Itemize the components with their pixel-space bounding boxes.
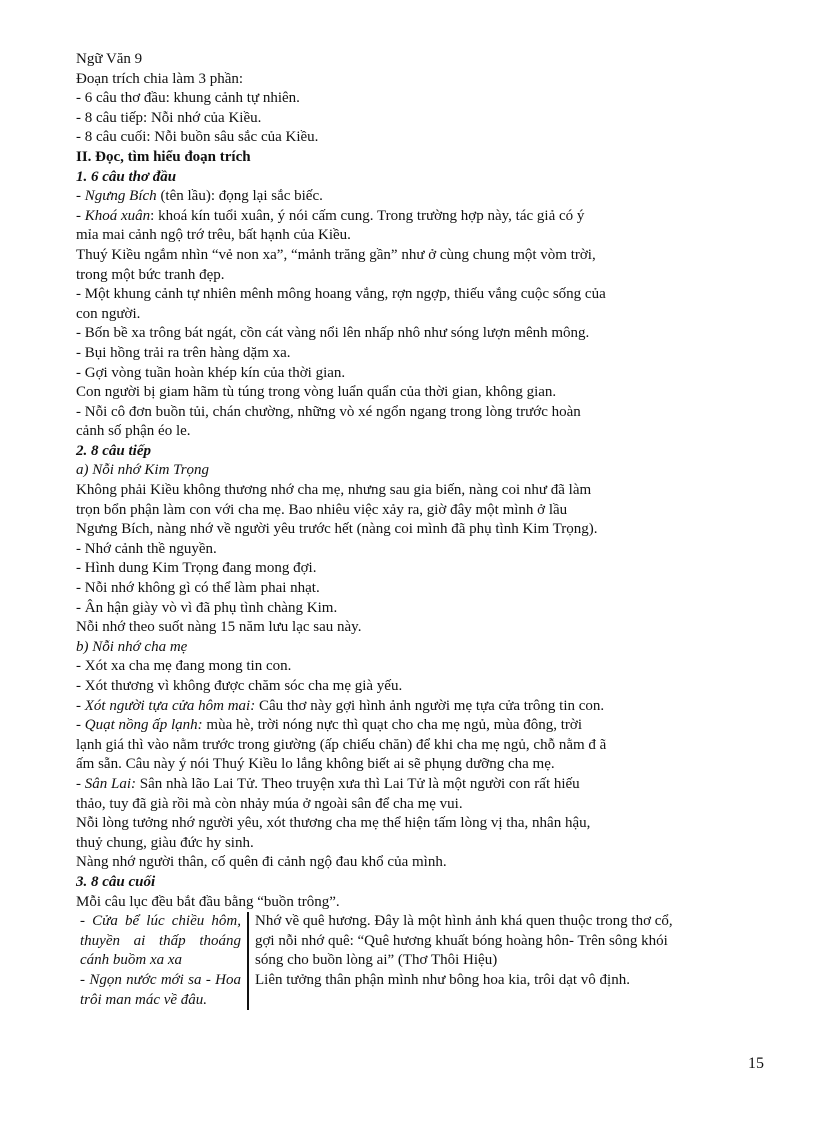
sub-heading: a) Nỗi nhớ Kim Trọng xyxy=(76,462,210,479)
paragraph: - Nhớ cảnh thề nguyền. xyxy=(76,540,217,557)
paragraph xyxy=(76,716,676,736)
paragraph: - Khoá xuân: khoá kín tuổi xuân, ý nói cấm cung. Trong trường hợp này, tác giả có ý xyxy=(76,207,585,224)
paragraph: - Ngưng Bích (tên lầu): đọng lại sắc biếc. xyxy=(76,188,323,205)
paragraph: cảnh số phận éo le. xyxy=(76,423,191,440)
paragraph: thuỷ chung, giàu đức hy sinh. xyxy=(76,834,254,851)
poem-analysis-table xyxy=(80,912,676,1010)
subsection-heading: 2. 8 câu tiếp xyxy=(76,442,151,459)
verse-cell: - Cửa bể lúc chiều hôm, thuyền ai thấp thoáng cánh buồm xa xa xyxy=(80,912,248,971)
table-row xyxy=(80,971,676,1010)
paragraph: - Nỗi nhớ không gì có thể làm phai nhạt. xyxy=(76,580,320,597)
paragraph: trọn bổn phận làm con với cha mẹ. Bao nhiêu việc xảy ra, giờ đây một mình ở lầu xyxy=(76,501,568,518)
paragraph xyxy=(76,775,676,795)
paragraph: Nàng nhớ người thân, cố quên đi cảnh ngộ đau khổ của mình. xyxy=(76,854,447,871)
paragraph: - Một khung cảnh tự nhiên mênh mông hoang vắng, rợn ngợp, thiếu vắng cuộc sống của xyxy=(76,286,606,303)
subsection-heading: 3. 8 câu cuối xyxy=(76,873,156,890)
paragraph: con người. xyxy=(76,305,141,322)
paragraph xyxy=(76,697,676,717)
structure-part: - 8 câu cuối: Nỗi buồn sâu sắc của Kiều. xyxy=(76,129,319,146)
paragraph: Nỗi lòng tưởng nhớ người yêu, xót thương cha mẹ thể hiện tấm lòng vị tha, nhân hậu, xyxy=(76,815,591,832)
paragraph: - Hình dung Kim Trọng đang mong đợi. xyxy=(76,560,317,577)
term-text: mùa hè, trời nóng nực thì quạt cho cha mẹ ngủ, mùa đông, trời xyxy=(202,717,583,734)
paragraph: Không phải Kiều không thương nhớ cha mẹ, nhưng sau gia biến, nàng coi như đã làm xyxy=(76,482,592,499)
term: - Xót người tựa cửa hôm mai: xyxy=(76,697,256,714)
paragraph: trong một bức tranh đẹp. xyxy=(76,266,225,283)
paragraph: thảo, tuy đã già rồi mà còn nhảy múa ở ngoài sân để cha mẹ vui. xyxy=(76,795,463,812)
term: - Sân Lai: xyxy=(76,775,136,792)
term-text: Sân nhà lão Lai Tử. Theo truyện xưa thì Lai Tử là một người con rất hiếu xyxy=(136,775,580,792)
paragraph: - Nỗi cô đơn buồn tủi, chán chường, những vò xé ngổn ngang trong lòng trước hoàn xyxy=(76,403,581,420)
paragraph: - Ân hận giày vò vì đã phụ tình chàng Kim. xyxy=(76,599,338,616)
term: Ngưng Bích xyxy=(84,188,157,205)
page-header: Ngữ Văn 9 xyxy=(76,51,143,67)
paragraph: ấm sẵn. Câu này ý nói Thuý Kiều lo lắng không biết ai sẽ phụng dưỡng cha mẹ. xyxy=(76,756,555,773)
paragraph: - Bốn bề xa trông bát ngát, cồn cát vàng nổi lên nhấp nhô như sóng lượn mênh mông. xyxy=(76,325,590,342)
paragraph: - Bụi hồng trải ra trên hàng dặm xa. xyxy=(76,344,291,361)
sub-heading: b) Nỗi nhớ cha mẹ xyxy=(76,638,188,655)
term: - Quạt nồng ấp lạnh: xyxy=(76,717,203,734)
paragraph: - Gợi vòng tuần hoàn khép kín của thời gian. xyxy=(76,364,346,381)
page-content xyxy=(76,50,676,1010)
term-text: : khoá kín tuổi xuân, ý nói cấm cung. Trong trường hợp này, tác giả có ý xyxy=(150,207,585,224)
paragraph: Ngưng Bích, nàng nhớ về người yêu trước hết (nàng coi mình đã phụ tình Kim Trọng). xyxy=(76,521,598,538)
comment-cell: Liên tưởng thân phận mình như bông hoa kia, trôi dạt vô định. xyxy=(255,971,630,988)
term-text: (tên lầu): đọng lại sắc biếc. xyxy=(156,188,323,205)
paragraph: Mỗi câu lục đều bắt đầu bằng “buồn trông”. xyxy=(76,893,340,910)
paragraph: - Xót xa cha mẹ đang mong tin con. xyxy=(76,658,292,675)
comment-cell: Nhớ về quê hương. Đây là một hình ảnh khá quen thuộc trong thơ cổ, gợi nỗi nhớ quê: “Quê hương khuất bóng hoàng hôn- Trên sông khói sóng cho buồn lòng ai” (Thơ Thôi Hiệu) xyxy=(255,913,673,969)
term-text: Câu thơ này gợi hình ảnh người mẹ tựa cửa trông tin con. xyxy=(255,697,605,714)
paragraph: - Xót thương vì không được chăm sóc cha mẹ già yếu. xyxy=(76,678,403,694)
paragraph: Nỗi nhớ theo suốt nàng 15 năm lưu lạc sau này. xyxy=(76,619,362,636)
term: Khoá xuân xyxy=(84,207,151,224)
structure-part: - 8 câu tiếp: Nỗi nhớ của Kiều. xyxy=(76,109,262,126)
verse-cell: - Ngọn nước mới sa - Hoa trôi man mác về đâu. xyxy=(80,971,248,1010)
table-row xyxy=(80,912,676,971)
structure-part: - 6 câu thơ đầu: khung cảnh tự nhiên. xyxy=(76,90,300,107)
paragraph: mỉa mai cảnh ngộ trớ trêu, bất hạnh của Kiều. xyxy=(76,227,351,244)
structure-intro: Đoạn trích chia làm 3 phần: xyxy=(76,70,244,87)
paragraph: Thuý Kiều ngắm nhìn “vẻ non xa”, “mảnh trăng gần” như ở cùng chung một vòm trời, xyxy=(76,246,596,263)
section-heading: II. Đọc, tìm hiểu đoạn trích xyxy=(76,148,251,165)
page-number: 15 xyxy=(748,1055,764,1072)
subsection-heading: 1. 6 câu thơ đầu xyxy=(76,168,177,185)
paragraph: lạnh giá thì vào nằm trước trong giường (ấp chiếu chăn) để khi cha mẹ ngủ, chỗ nằm đ ã xyxy=(76,736,607,753)
paragraph: Con người bị giam hãm tù túng trong vòng luẩn quẩn của thời gian, không gian. xyxy=(76,384,557,401)
